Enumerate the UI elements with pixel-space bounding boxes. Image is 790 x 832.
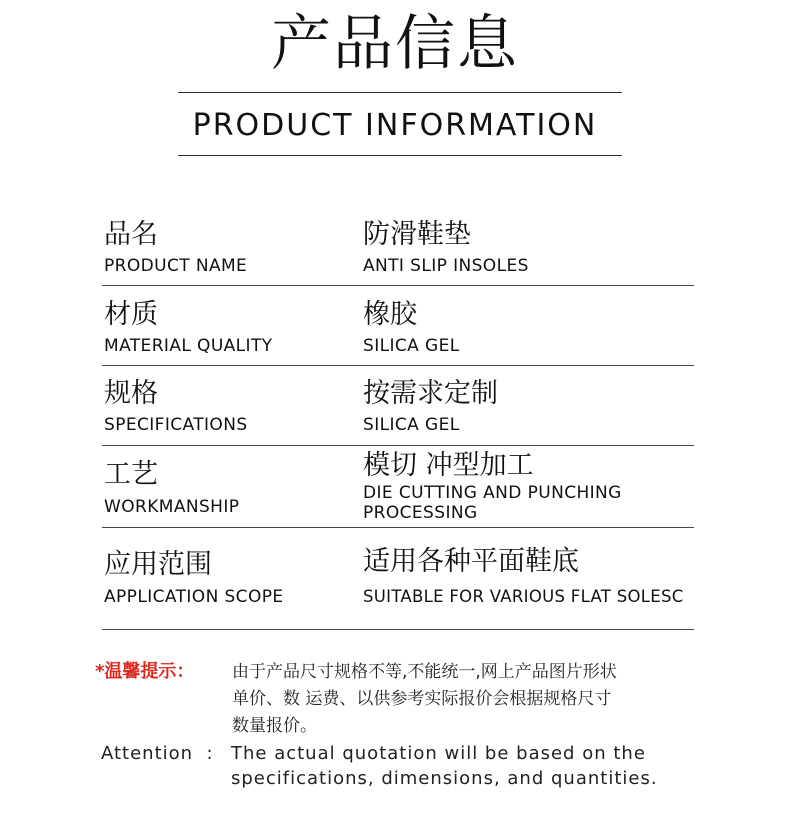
label-en: APPLICATION SCOPE bbox=[104, 587, 284, 607]
label-en: PRODUCT NAME bbox=[104, 256, 248, 276]
value-cn: 按需求定制 bbox=[363, 378, 498, 409]
value-cn: 防滑鞋垫 bbox=[363, 219, 471, 250]
row-divider bbox=[102, 445, 694, 446]
label-en: WORKMANSHIP bbox=[104, 497, 240, 517]
reminder-text-line2: 单价、数 运费、以供参考实际报价会根据规格尺寸 bbox=[232, 689, 612, 709]
value-en-line2: PROCESSING bbox=[363, 503, 478, 523]
value-cn: 橡胶 bbox=[363, 299, 417, 330]
value-en: SUITABLE FOR VARIOUS FLAT SOLESC bbox=[363, 587, 684, 606]
title-bottom-divider bbox=[178, 155, 622, 156]
warm-reminder-label: *温馨提示： bbox=[95, 661, 195, 682]
row-divider bbox=[102, 285, 694, 286]
label-cn: 工艺 bbox=[104, 459, 158, 490]
attention-text-line2: specifications, dimensions, and quantities. bbox=[231, 768, 658, 789]
attention-label: Attention : bbox=[101, 743, 214, 764]
label-cn: 应用范围 bbox=[104, 549, 212, 580]
label-en: MATERIAL QUALITY bbox=[104, 336, 273, 356]
label-cn: 材质 bbox=[104, 299, 158, 330]
title-top-divider bbox=[178, 92, 622, 93]
page-title-english: PRODUCT INFORMATION bbox=[192, 108, 598, 143]
value-en: DIE CUTTING AND PUNCHING bbox=[363, 483, 622, 503]
row-divider bbox=[102, 527, 694, 528]
value-en: ANTI SLIP INSOLES bbox=[363, 256, 529, 276]
label-cn: 品名 bbox=[104, 219, 158, 250]
label-cn: 规格 bbox=[104, 378, 158, 409]
value-cn: 适用各种平面鞋底 bbox=[363, 546, 579, 577]
attention-text-line1: The actual quotation will be based on the bbox=[231, 743, 646, 764]
value-cn: 模切 冲型加工 bbox=[363, 450, 534, 481]
row-divider bbox=[102, 629, 694, 630]
reminder-text-line1: 由于产品尺寸规格不等,不能统一,网上产品图片形状 bbox=[232, 662, 617, 682]
value-en: SILICA GEL bbox=[363, 336, 460, 356]
page-title-chinese: 产品信息 bbox=[271, 9, 519, 79]
row-divider bbox=[102, 365, 694, 366]
value-en: SILICA GEL bbox=[363, 415, 460, 435]
reminder-text-line3: 数量报价。 bbox=[232, 716, 317, 736]
label-en: SPECIFICATIONS bbox=[104, 415, 248, 435]
